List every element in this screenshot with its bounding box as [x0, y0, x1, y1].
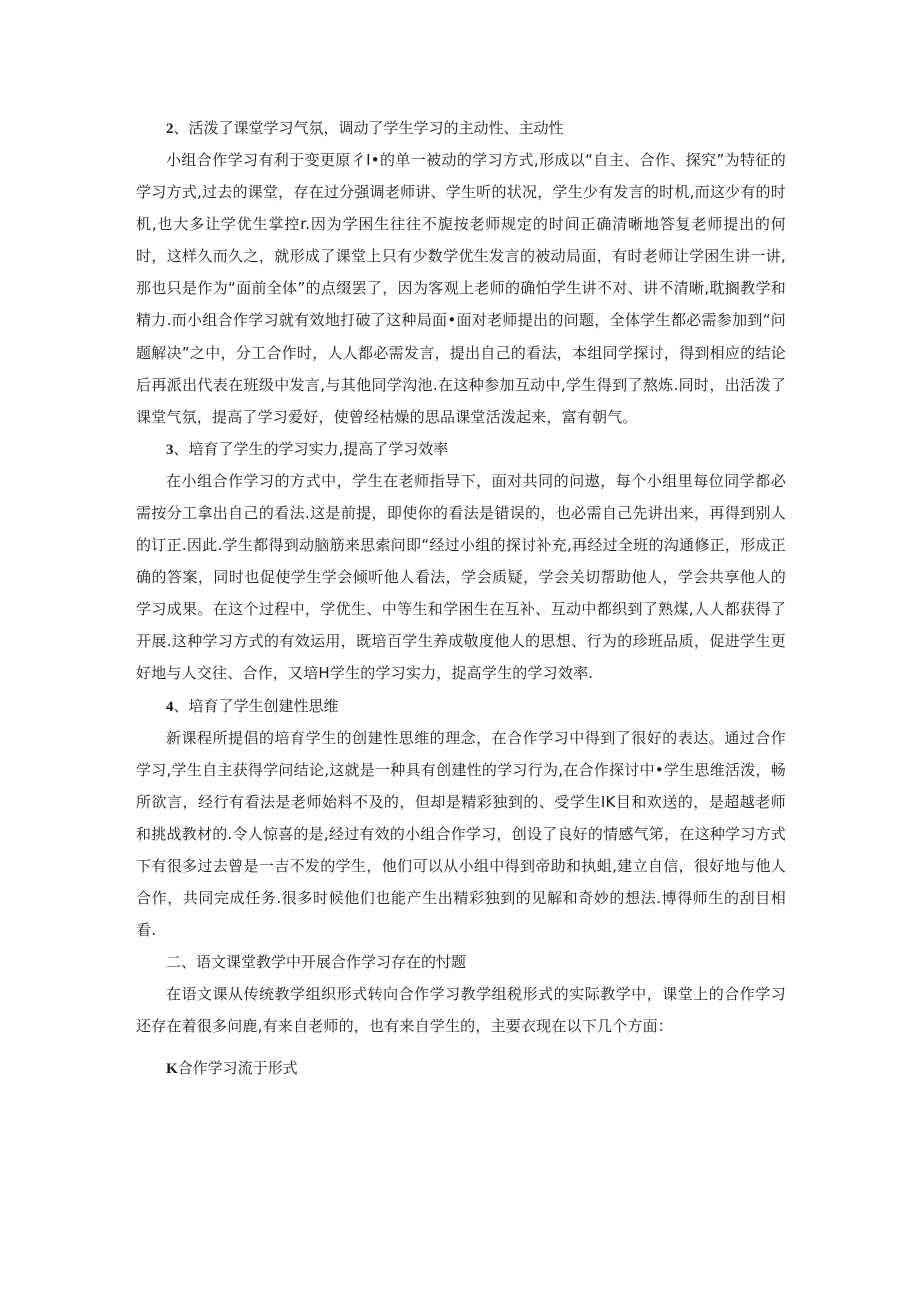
- section-heading: [136, 946, 786, 978]
- document-page: [136, 112, 786, 1084]
- heading-number: K: [166, 1061, 178, 1078]
- section-heading: [136, 690, 786, 722]
- section-k: [136, 1052, 786, 1084]
- heading-number: 2: [166, 121, 174, 137]
- heading-text: 、培育了学生的学习实力,提高了学习效率: [173, 439, 449, 458]
- section-heading: [136, 1052, 786, 1084]
- heading-text: 、活泼了课堂学习气氛，调动了学生学习的主动性、主动性: [173, 119, 564, 137]
- heading-text: 二、语文课堂教学中开展合作学习存在的忖题: [166, 953, 467, 972]
- section-2: [136, 112, 786, 433]
- paragraph: 在小组合作学习的方式中，学生在老师指导下，面对共同的问遨，每个小组里每位同学都必需按分工拿出自己的看法.这是前提，即使你的看法是错误的，也必需自己先讲出来，再得到别人的订正.因此.学生都得到动脑筋来思索问即“经过小组的探讨补充,再经过全班的沟通修正，形成正确的答案，同时也促使学生学会倾听他人看法，学会质疑，学会关切帮助他人，学会共享他人的学习成果。在这个过程中，学优生、中等生和学困生在互补、互动中都织到了熟煤,人人都获得了开展.这种学习方式的有效运用，既培百学生养成敬度他人的思想、行为的珍班品质，促进学生更好地与人交往、合作，又培H学生的学习实力，捉高学生的学习效率.: [136, 471, 786, 683]
- section-problems: [136, 946, 786, 1042]
- paragraph: 小组合作学习有利于变更原彳I•的单一被动的学习方式,形成以“自主、合作、探究”为特征的学习方式,过去的课堂，存在过分强调老师讲、学生听的状况，学生少有发言的时机,而这少有的时机,也大多让学优生掌控r.因为学困生往往不旎按老师规定的时间正确清晰地答复老师提出的何时，这样久而久之，就形成了课堂上只有少数学优生发言的被动局面，有时老师让学困生讲一讲,那也只是作为“面前全体”的点缀罢了，因为客观上老师的确怕学生讲不对、讲不清晰,耽搁教学和精力.而小组合作学习就有效地打破了这种局面•面对老师提出的问题，全体学生都必需参加到“问题解决”之中，分工合作时，人人都必需发言，提出自己的看法，本组同学探讨，得到相应的结论后再派出代表在班级中发言,与其他同学沟池.在这种参加互动中,学生得到了熬炼.同时，出活泼了课堂气氛，提高了学习爱好，使曾经枯燥的思品课堂活泼起来，富有朝气。: [136, 151, 786, 426]
- heading-number: 3: [166, 441, 174, 458]
- heading-text: 、培育了学生创建性思维: [173, 696, 339, 715]
- heading-text: 合作学习流于形式: [177, 1059, 298, 1078]
- paragraph: 新课程所提倡的培育学生的创建性思维的理念，在合作学习中得到了很好的表达。通过合作学习,学生自主获得学问结论,这就是一种具有创建性的学习行为,在合作探讨中•学生思维活泼，畅所欲言，经行有看法是老师始料不及的，但却是精彩独到的、受学生IK目和欢送的，是超越老师和挑战教材的.令人惊喜的是,经过有效的小组合作学习，创设了良好的情感气笫，在这种学习方式下有很多过去曾是一吉不发的学生，他们可以从小组中得到帝助和执蛆,建立自信，很好地与他人合作，共同完成任务.很多时候他们也能产生出精彩独到的见解和奇妙的想法.博得师生的刮目相看.: [136, 728, 786, 940]
- section-heading: [136, 433, 786, 465]
- section-4: [136, 690, 786, 947]
- section-heading: [136, 112, 786, 144]
- section-3: [136, 433, 786, 690]
- paragraph: 在语文课从传统教学组织形式转向合作学习教学组税形式的实际教学中，课堂上的合作学习还存在着很多问鹿,有来自老师的，也有来自学生的，主要衣现在以下几个方面：: [136, 985, 786, 1036]
- heading-number: 4: [166, 698, 174, 715]
